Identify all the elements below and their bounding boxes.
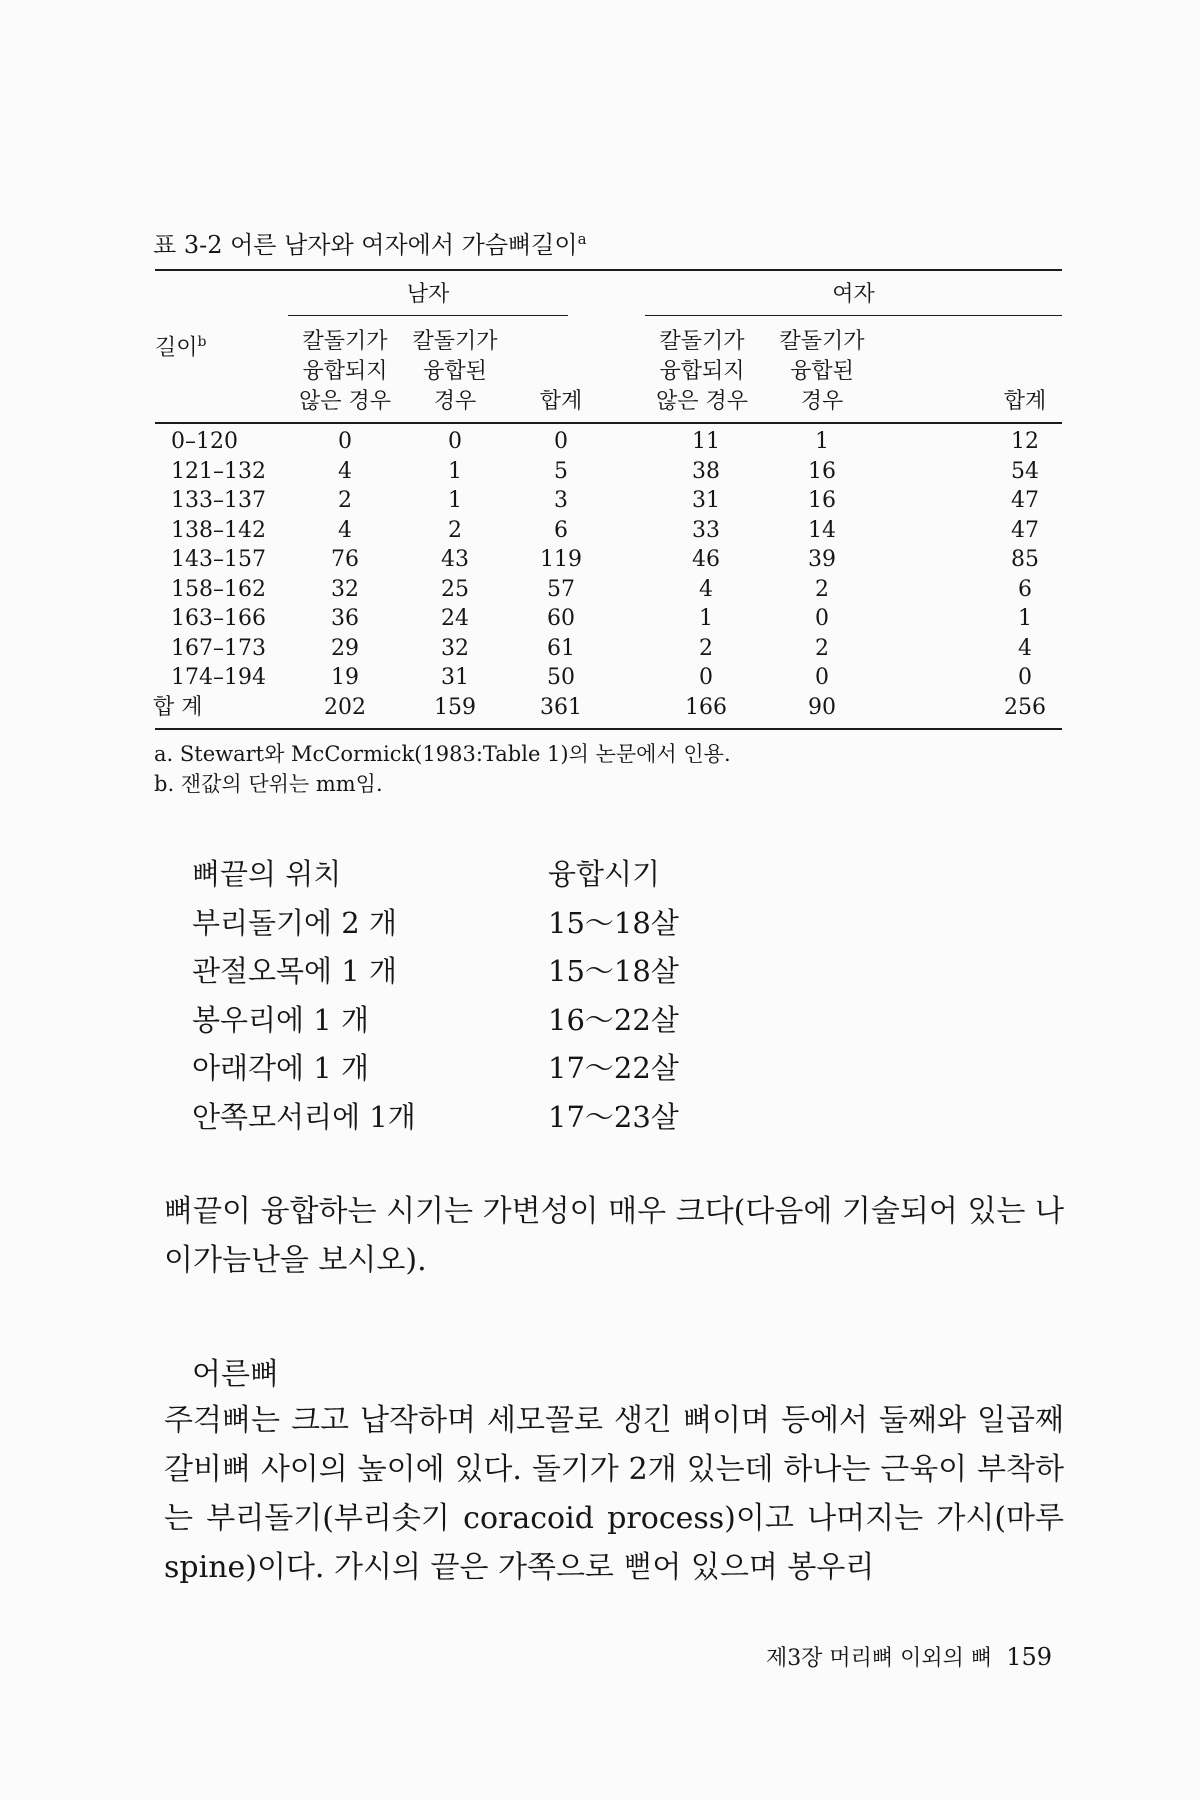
fusion-age: 16～22살 (548, 1002, 679, 1037)
cell-f2: 2 (815, 635, 829, 661)
cell-f2: 39 (808, 547, 836, 572)
cell-f1: 11 (692, 429, 720, 454)
cell-m1: 76 (331, 547, 359, 572)
header-male-not-fused: 칼돌기가 융합되지 않은 경우 (298, 329, 391, 414)
cell-m2: 31 (441, 665, 469, 690)
table-row (155, 693, 1062, 723)
cell-f2: 16 (808, 458, 836, 484)
cell-mt: 50 (547, 665, 575, 690)
header-female-not-fused: 칼돌기가 융합되지 않은 경우 (655, 329, 748, 414)
header-female-fused: 칼돌기가 융합된 경우 (779, 329, 865, 414)
table-row (155, 545, 1062, 575)
cell-f2: 0 (815, 606, 829, 631)
table-row (155, 575, 1062, 605)
cell-length-range: 133–137 (171, 488, 266, 513)
cell-f1: 166 (685, 694, 727, 720)
page-number: 159 (1006, 1643, 1052, 1671)
table-row (155, 604, 1062, 634)
cell-m1: 4 (338, 517, 352, 543)
cell-f2: 14 (808, 517, 836, 543)
cell-length-range: 167–173 (171, 635, 266, 661)
cell-m2: 25 (441, 576, 469, 602)
cell-ft: 12 (1011, 429, 1039, 454)
cell-mt: 3 (554, 488, 568, 513)
cell-length-range: 합 계 (153, 694, 203, 720)
table-header-rule (155, 422, 1062, 424)
fusion-location: 부리돌기에 2 개 (192, 905, 397, 940)
cell-m2: 0 (448, 429, 462, 454)
cell-ft: 1 (1018, 606, 1032, 631)
cell-m1: 32 (331, 576, 359, 602)
fusion-age: 15～18살 (548, 954, 679, 988)
header-female-total: 합계 (1003, 389, 1047, 414)
footnote-a: a. Stewart와 McCormick(1983:Table 1)의 논문에서 인용. (154, 742, 731, 766)
table-row (155, 516, 1062, 546)
group-rule-female (645, 315, 1062, 316)
cell-mt: 361 (540, 694, 582, 720)
cell-length-range: 121–132 (171, 458, 266, 484)
cell-f2: 0 (815, 665, 829, 690)
cell-ft: 6 (1018, 576, 1032, 602)
cell-f1: 38 (692, 458, 720, 484)
cell-mt: 60 (547, 606, 575, 631)
cell-f1: 4 (699, 576, 713, 602)
table-top-rule (155, 269, 1062, 271)
header-length: 길이$^b$ (155, 334, 207, 361)
group-label-male: 남자 (406, 282, 450, 307)
footnote-b: b. 잰값의 단위는 mm임. (154, 772, 383, 796)
cell-m2: 2 (448, 517, 462, 543)
cell-m1: 202 (324, 694, 366, 720)
cell-ft: 256 (1004, 694, 1046, 720)
cell-m1: 19 (331, 665, 359, 690)
table-body (155, 427, 1062, 722)
fusion-age: 17～23살 (548, 1099, 679, 1134)
fusion-location: 안쪽모서리에 1개 (192, 1099, 416, 1134)
cell-ft: 47 (1011, 488, 1039, 513)
cell-f1: 46 (692, 547, 720, 572)
cell-m2: 159 (434, 694, 476, 720)
table-caption: 표 3-2 어른 남자와 여자에서 가슴뼈길이$^a$ (153, 230, 587, 259)
cell-length-range: 163–166 (171, 606, 266, 631)
cell-mt: 57 (547, 576, 575, 602)
cell-m2: 1 (448, 488, 462, 513)
fusion-age: 15～18살 (548, 905, 679, 940)
cell-f2: 2 (815, 576, 829, 602)
cell-mt: 61 (547, 635, 575, 661)
cell-mt: 6 (554, 517, 568, 543)
table-row (155, 486, 1062, 516)
fusion-header-location: 뼈끝의 위치 (192, 857, 342, 891)
cell-m2: 24 (441, 606, 469, 631)
header-male-fused: 칼돌기가 융합된 경우 (412, 329, 498, 414)
table-row (155, 457, 1062, 487)
group-label-female: 여자 (832, 282, 875, 307)
cell-ft: 0 (1018, 665, 1032, 690)
fusion-location: 아래각에 1 개 (192, 1051, 369, 1085)
cell-m2: 32 (441, 635, 469, 661)
cell-f2: 16 (808, 488, 836, 513)
cell-f1: 0 (699, 665, 713, 690)
cell-m1: 0 (338, 429, 352, 454)
cell-m1: 36 (331, 606, 359, 631)
cell-f1: 33 (692, 517, 720, 543)
section-heading-adult-bone: 어른뼈 (192, 1357, 279, 1392)
group-rule-male (288, 315, 568, 316)
cell-length-range: 174–194 (171, 665, 266, 690)
cell-ft: 47 (1011, 517, 1039, 543)
table-row (155, 634, 1062, 664)
cell-ft: 4 (1018, 635, 1032, 661)
cell-mt: 0 (554, 429, 568, 454)
table-row (155, 427, 1062, 457)
cell-f2: 90 (808, 694, 836, 720)
running-footer-chapter: 제3장 머리뼈 이외의 뼈 (765, 1646, 993, 1671)
cell-ft: 54 (1011, 458, 1039, 484)
fusion-header-age: 융합시기 (548, 857, 661, 891)
header-male-total: 합계 (539, 389, 583, 414)
cell-ft: 85 (1011, 547, 1039, 572)
cell-f1: 2 (699, 635, 713, 661)
page-footer (766, 1641, 1052, 1672)
cell-m2: 1 (448, 458, 462, 484)
cell-length-range: 0–120 (171, 429, 238, 454)
cell-mt: 5 (554, 458, 568, 484)
cell-length-range: 158–162 (171, 576, 266, 602)
fusion-location: 관절오목에 1 개 (192, 954, 397, 988)
fusion-age: 17～22살 (548, 1051, 679, 1085)
cell-mt: 119 (540, 547, 582, 572)
table-bottom-rule (155, 728, 1062, 730)
cell-m1: 2 (338, 488, 352, 513)
cell-m2: 43 (441, 547, 469, 572)
table-row (155, 663, 1062, 693)
cell-f1: 1 (699, 606, 713, 631)
paragraph-variability: 뼈끝이 융합하는 시기는 가변성이 매우 크다(다음에 기술되어 있는 나이가늠난을 보시오). (164, 1194, 1064, 1278)
cell-f2: 1 (815, 429, 829, 454)
cell-f1: 31 (692, 488, 720, 513)
cell-m1: 4 (338, 458, 352, 484)
fusion-location: 봉우리에 1 개 (192, 1002, 369, 1037)
paragraph-scapula: 주걱뼈는 크고 납작하며 세모꼴로 생긴 뼈이며 등에서 둘째와 일곱째 갈비뼈 사이의 높이에 있다. 돌기가 2개 있는데 하나는 근육이 부착하는 부리돌기(부리솟기 coracoid process)이고 나머지는 가시(마루 spine)이다. 가시의 끝은 가쪽으로 뻗어 있으며 봉우리 (164, 1403, 1064, 1585)
cell-length-range: 143–157 (171, 547, 266, 572)
cell-m1: 29 (331, 635, 359, 661)
cell-length-range: 138–142 (171, 517, 266, 543)
